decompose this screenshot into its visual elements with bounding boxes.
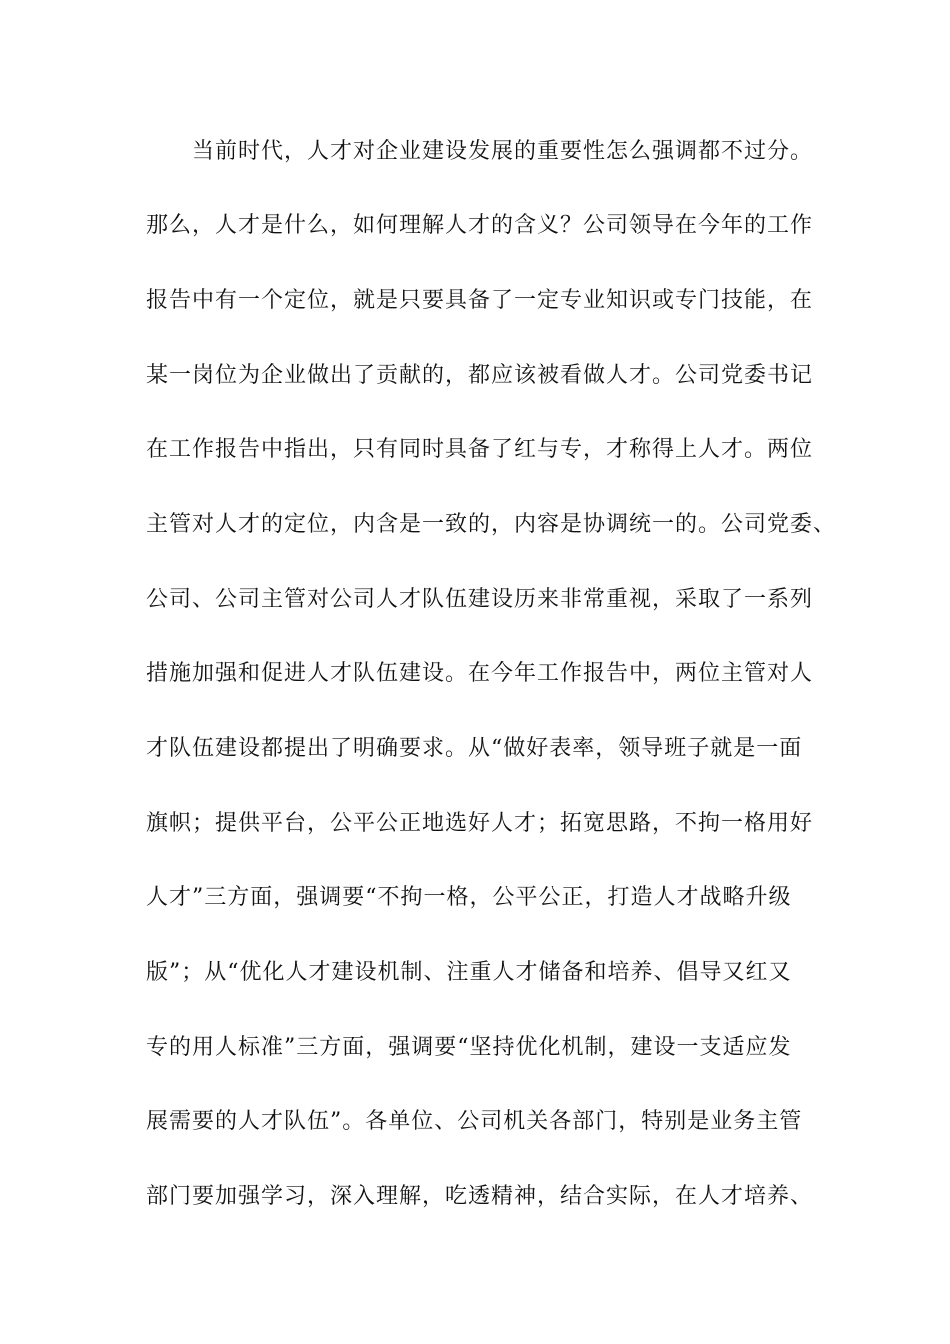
paragraph-line-14: 展需要的人才队伍”。各单位、公司机关各部门，特别是业务主管 bbox=[146, 1109, 803, 1134]
paragraph-line-11: 人才”三方面，强调要“不拘一格，公平公正，打造人才战略升级 bbox=[146, 885, 792, 910]
paragraph-line-8: 措施加强和促进人才队伍建设。在今年工作报告中，两位主管对人 bbox=[146, 661, 814, 686]
paragraph-line-6: 主管对人才的定位，内含是一致的，内容是协调统一的。公司党委、 bbox=[146, 512, 837, 537]
paragraph-line-7: 公司、公司主管对公司人才队伍建设历来非常重视，采取了一系列 bbox=[146, 587, 814, 612]
paragraph-line-3: 报告中有一个定位，就是只要具备了一定专业知识或专门技能，在 bbox=[146, 288, 814, 313]
paragraph-line-13: 专的用人标准”三方面，强调要“坚持优化机制，建设一支适应发 bbox=[146, 1035, 792, 1060]
paragraph-line-12: 版”；从“优化人才建设机制、注重人才储备和培养、倡导又红又 bbox=[146, 960, 792, 985]
paragraph-line-2: 那么，人才是什么，如何理解人才的含义？公司领导在今年的工作 bbox=[146, 213, 814, 238]
paragraph-line-10: 旗帜；提供平台，公平公正地选好人才；拓宽思路，不拘一格用好 bbox=[146, 811, 814, 836]
paragraph-line-5: 在工作报告中指出，只有同时具备了红与专，才称得上人才。两位 bbox=[146, 437, 814, 462]
paragraph-line-1: 当前时代，人才对企业建设发展的重要性怎么强调都不过分。 bbox=[192, 139, 814, 164]
paragraph-line-4: 某一岗位为企业做出了贡献的，都应该被看做人才。公司党委书记 bbox=[146, 363, 814, 388]
paragraph-line-15: 部门要加强学习，深入理解，吃透精神，结合实际，在人才培养、 bbox=[146, 1184, 814, 1209]
paragraph-line-9: 才队伍建设都提出了明确要求。从“做好表率，领导班子就是一面 bbox=[146, 736, 803, 761]
